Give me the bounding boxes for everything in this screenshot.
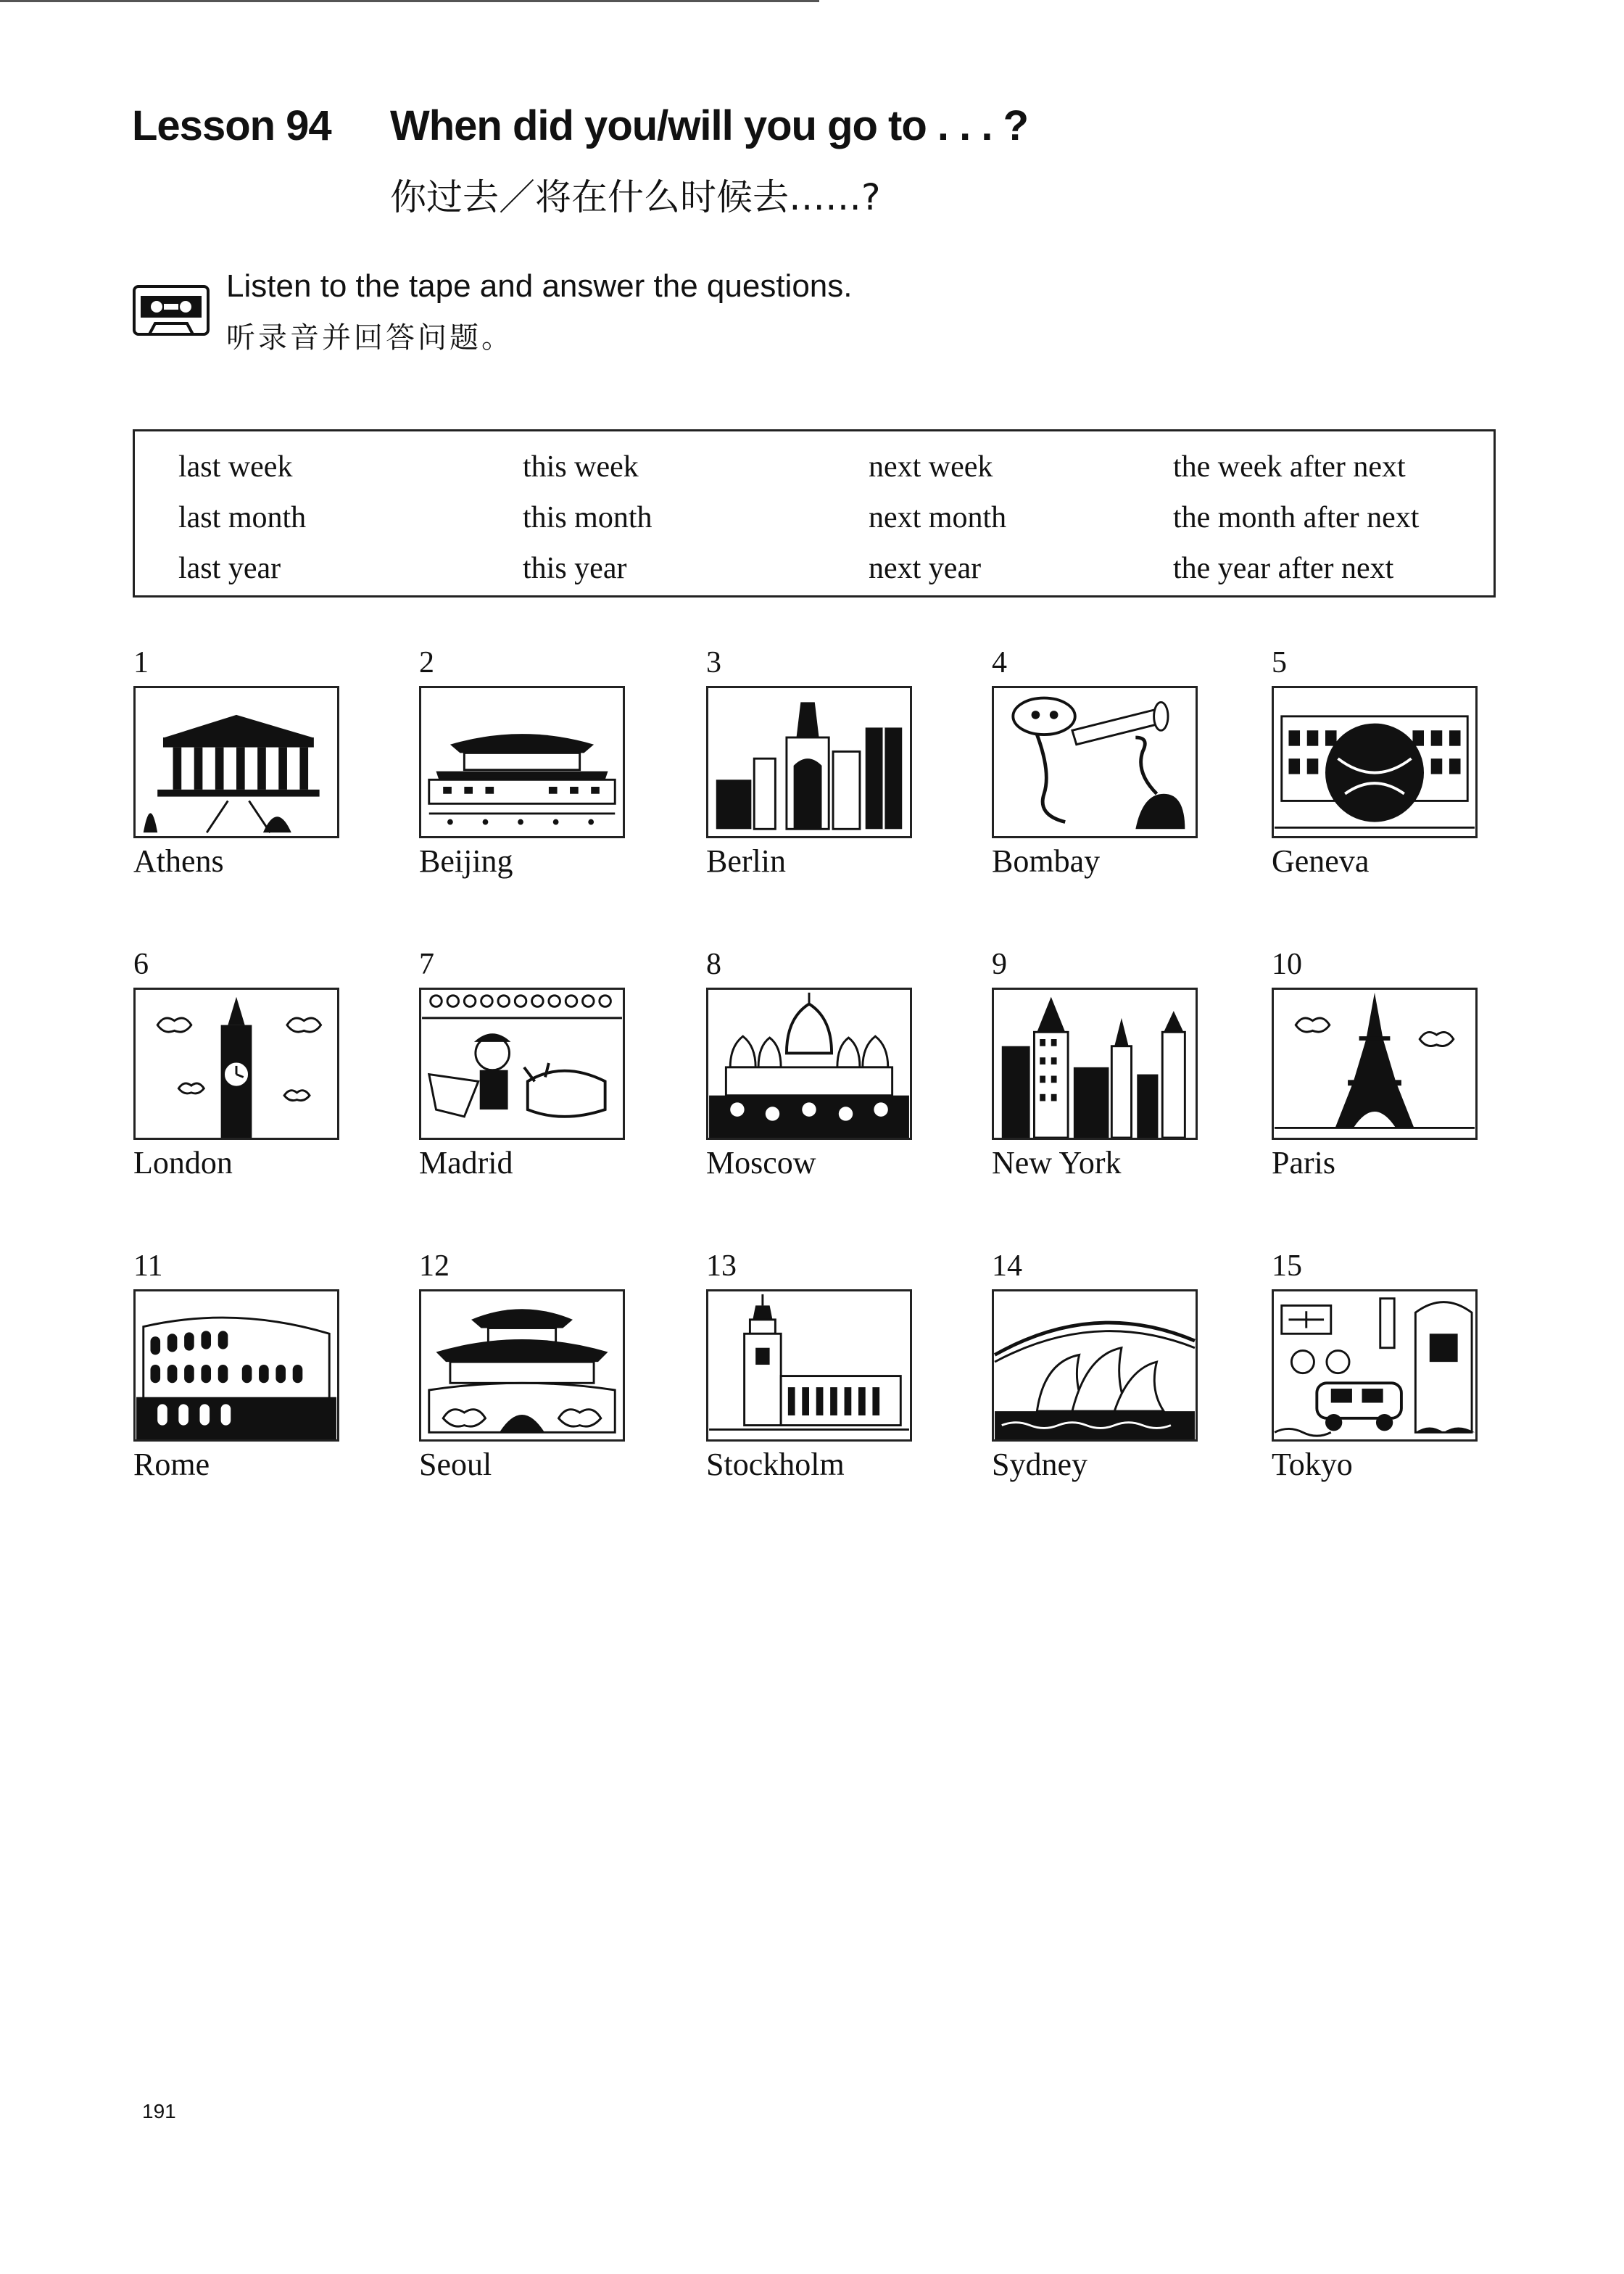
vocab-item: this month [523,501,652,534]
vocab-item: last year [178,552,281,585]
city-picture [992,1289,1198,1442]
city-name: Rome [133,1447,210,1482]
bullfighter-icon [421,990,623,1138]
vocab-column-this [523,442,652,594]
city-picture [706,686,912,838]
city-name: Madrid [419,1145,513,1181]
onion-domes-icon [708,990,910,1138]
city-number: 3 [706,646,721,679]
big-ben-icon [136,990,337,1138]
city-picture [706,1289,912,1442]
vocab-item: the month after next [1173,501,1420,534]
city-picture [1272,1289,1478,1442]
vocab-item: next month [869,501,1007,534]
korean-palace-icon [421,1291,623,1439]
instruction-chinese: 听录音并回答问题。 [226,321,513,355]
opera-house-icon [994,1291,1196,1439]
page-number: 191 [142,2100,176,2122]
city-number: 9 [992,948,1007,981]
vocabulary-box [133,429,1496,598]
eiffel-tower-icon [1274,990,1475,1138]
city-picture [1272,686,1478,838]
city-name: Seoul [419,1447,492,1482]
city-name: Bombay [992,843,1101,879]
city-picture [992,988,1198,1140]
city-number: 11 [133,1249,163,1283]
city-name: Tokyo [1272,1447,1353,1482]
city-number: 13 [706,1249,737,1283]
vocab-column-next [869,442,1006,594]
city-number: 2 [419,646,434,679]
vocab-item: the year after next [1173,552,1394,585]
vocab-item: last week [178,450,293,484]
vocab-item: last month [178,501,307,534]
city-number: 1 [133,646,149,679]
city-number: 5 [1272,646,1287,679]
parthenon-icon [136,688,337,836]
vocab-column-after-next [1173,442,1419,594]
city-number: 4 [992,646,1007,679]
lesson-title: When did you/will you go to . . . ? [390,102,1029,149]
geneva-globe-icon [1274,688,1475,836]
skyscrapers-icon [994,990,1196,1138]
berlin-church-icon [708,688,910,836]
city-number: 14 [992,1249,1022,1283]
city-name: Paris [1272,1145,1335,1181]
city-picture [419,686,625,838]
city-name: Beijing [419,843,513,879]
lesson-number: Lesson 94 [132,102,331,149]
city-picture [992,686,1198,838]
tokyo-street-icon [1274,1291,1475,1439]
city-number: 12 [419,1249,450,1283]
city-name: Sydney [992,1447,1088,1482]
city-name: New York [992,1145,1122,1181]
vocab-column-last [178,442,306,594]
tiananmen-icon [421,688,623,836]
vocab-item: next year [869,552,982,585]
city-name: Stockholm [706,1447,845,1482]
cassette-tape-icon [132,284,210,336]
city-name: Athens [133,843,224,879]
colosseum-icon [136,1291,337,1439]
vocab-item: this week [523,450,639,484]
vocab-item: next week [869,450,993,484]
city-picture [133,1289,339,1442]
vocab-item: this year [523,552,627,585]
city-picture [133,988,339,1140]
city-number: 15 [1272,1249,1302,1283]
city-picture [419,988,625,1140]
city-name: Moscow [706,1145,816,1181]
snake-charmer-icon [994,688,1196,836]
lesson-subtitle-chinese: 你过去／将在什么时候去……? [390,176,881,218]
city-hall-tower-icon [708,1291,910,1439]
top-rule [0,0,819,2]
city-picture [1272,988,1478,1140]
city-name: Berlin [706,843,786,879]
vocab-item: the week after next [1173,450,1406,484]
city-number: 6 [133,948,149,981]
city-number: 7 [419,948,434,981]
city-number: 8 [706,948,721,981]
city-picture [419,1289,625,1442]
city-number: 10 [1272,948,1302,981]
instruction-english: Listen to the tape and answer the questions. [226,268,853,304]
city-picture [706,988,912,1140]
city-name: London [133,1145,233,1181]
city-picture [133,686,339,838]
city-name: Geneva [1272,843,1370,879]
